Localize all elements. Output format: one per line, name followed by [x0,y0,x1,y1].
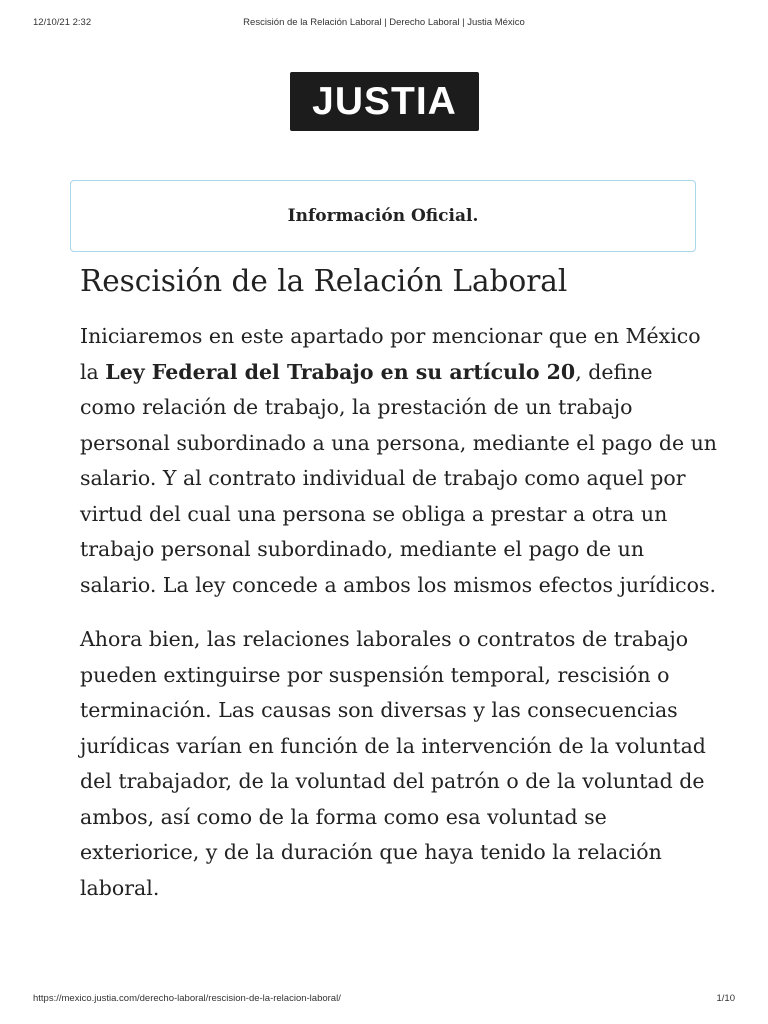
paragraph-line: virtud del cual una persona se obliga a prestar a otra un [80,501,668,526]
paragraph-line: terminación. Las causas son diversas y las consecuencias [80,698,678,722]
article-paragraph-1 [80,319,740,603]
paragraph-line: pueden extinguirse por suspensión temporal, rescisión o [80,662,670,687]
paragraph-line: jurídicas varían en función de la intervención de la voluntad [80,733,706,758]
print-page-title: Rescisión de la Relación Laboral | Derecho Laboral | Justia México [243,17,525,28]
official-info-text: Información Oficial. [287,206,479,226]
paragraph-line [80,355,740,391]
paragraph-line: como relación de trabajo, la prestación de un trabajo [80,395,633,419]
article-paragraph-2 [80,622,740,906]
law-reference-bold: Ley Federal del Trabajo en su artículo 20 [105,359,576,384]
article-title: Rescisión de la Relación Laboral [80,264,568,298]
paragraph-text: , define [575,359,653,384]
paragraph-line: Ahora bien, las relaciones laborales o contratos de trabajo [80,627,689,651]
official-info-notice [70,180,696,252]
paragraph-line: salario. Y al contrato individual de trabajo como aquel por [80,466,686,490]
paragraph-line: salario. La ley concede a ambos los mismos efectos jurídicos. [80,572,717,597]
paragraph-line: ambos, así como de la forma como esa voluntad se [80,804,607,829]
print-url: https://mexico.justia.com/derecho-laboral/rescision-de-la-relacion-laboral/ [33,993,341,1004]
paragraph-line: exteriorice, y de la duración que haya tenido la relación [80,840,662,864]
print-footer [0,993,768,1007]
paragraph-line: laboral. [80,875,160,900]
paragraph-text: la [80,359,106,384]
print-header [0,17,768,31]
print-page-number: 1/10 [716,993,735,1004]
print-datetime: 12/10/21 2:32 [33,17,92,28]
paragraph-line: del trabajador, de la voluntad del patrón o de la voluntad de [80,769,705,793]
paragraph-line: trabajo personal subordinado, mediante el pago de un [80,537,645,561]
paragraph-line: Iniciaremos en este apartado por mencionar que en México [80,324,701,348]
justia-logo[interactable] [290,72,479,131]
logo-text: JUSTIA [312,80,457,123]
paragraph-line: personal subordinado a una persona, mediante el pago de un [80,430,718,455]
